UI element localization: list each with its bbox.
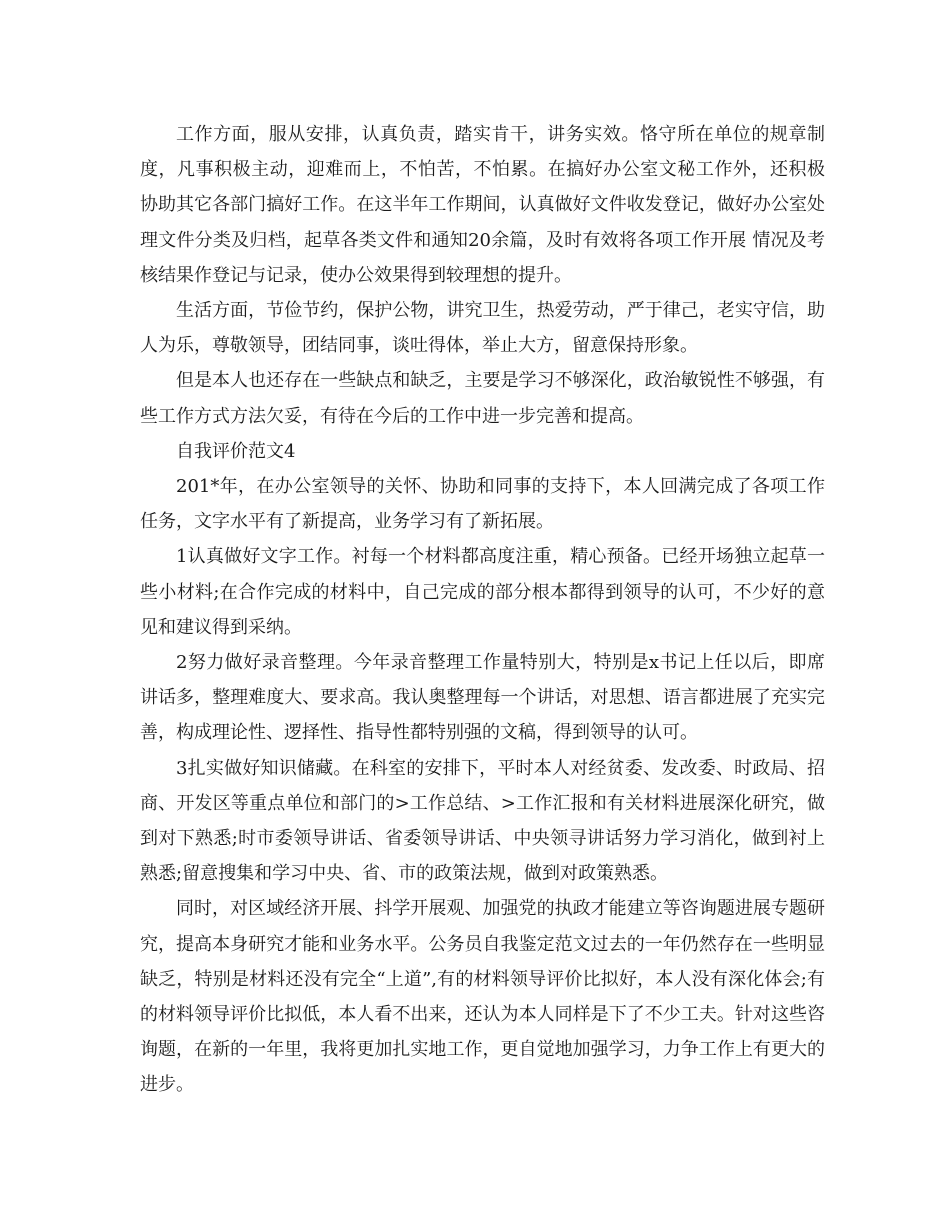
paragraph-year-summary: 201*年，在办公室领导的关怀、协助和同事的支持下，本人回满完成了各项工作任务，文字水平有了新提高，业务学习有了新拓展。 xyxy=(140,476,825,533)
document-body xyxy=(140,117,825,1103)
paragraph-life: 生活方面，节俭节约，保护公物，讲究卫生，热爱劳动，严于律己，老实守信，助人为乐，尊敬领导，团结同事，谈吐得体，举止大方，留意保持形象。 xyxy=(140,300,825,357)
section-heading: 自我评价范文4 xyxy=(176,440,296,462)
paragraph-item-2: 2努力做好录音整理。今年录音整理工作量特别大，特别是x书记上任以后，即席讲话多，整理难度大、要求高。我认奥整理每一个讲话，对思想、语言都进展了充实完善，构成理论性、逻择性、指导性都特别强的文稿，得到领导的认可。 xyxy=(140,652,825,744)
paragraph-conclusion: 同时，对区域经济开展、抖学开展观、加强党的执政才能建立等咨询题进展专题研究，提高本身研究才能和业务水平。公务员自我鉴定范文过去的一年仍然存在一些明显缺乏，特别是材料还没有完全“上道”,有的材料领导评价比拟好，本人没有深化体会;有的材料领导评价比拟低，本人看不出来，还认为本人同样是下了不少工夫。针对这些咨询题，在新的一年里，我将更加扎实地工作，更自觉地加强学习，力争工作上有更大的进步。 xyxy=(140,898,825,1096)
paragraph-item-3: 3扎实做好知识储藏。在科室的安排下，平时本人对经贫委、发改委、时政局、招商、开发区等重点单位和部门的>工作总结、>工作汇报和有关材料进展深化研究，做到对下熟悉;时市委领导讲话、省委领导讲话、中央领寻讲话努力学习消化，做到衬上熟悉;留意搜集和学习中央、省、市的政策法规，做到对政策熟悉。 xyxy=(140,757,825,885)
paragraph-item-1: 1认真做好文字工作。衬每一个材料都高度注重，精心预备。已经开场独立起草一些小材料;在合作完成的材料中，自己完成的部分根本都得到领导的认可，不少好的意见和建议得到采纳。 xyxy=(140,546,825,638)
paragraph-work: 工作方面，服从安排，认真负责，踏实肯干，讲务实效。恪守所在单位的规章制度，凡事积极主动，迎难而上，不怕苦，不怕累。在搞好办公室文秘工作外，还积极 协助其它各部门搞好工作。在这半年工作期间，认真做好文件收发登记，做好办公室处理文件分类及归档，起草各类文件和通知20余篇，及时有效将各项工作开展 情况及考核结果作登记与记录，使办公效果得到较理想的提升。 xyxy=(140,124,825,286)
paragraph-shortcomings: 但是本人也还存在一些缺点和缺乏，主要是学习不够深化，政治敏锐性不够强，有些工作方式方法欠妥，有待在今后的工作中进一步完善和提高。 xyxy=(140,370,825,427)
